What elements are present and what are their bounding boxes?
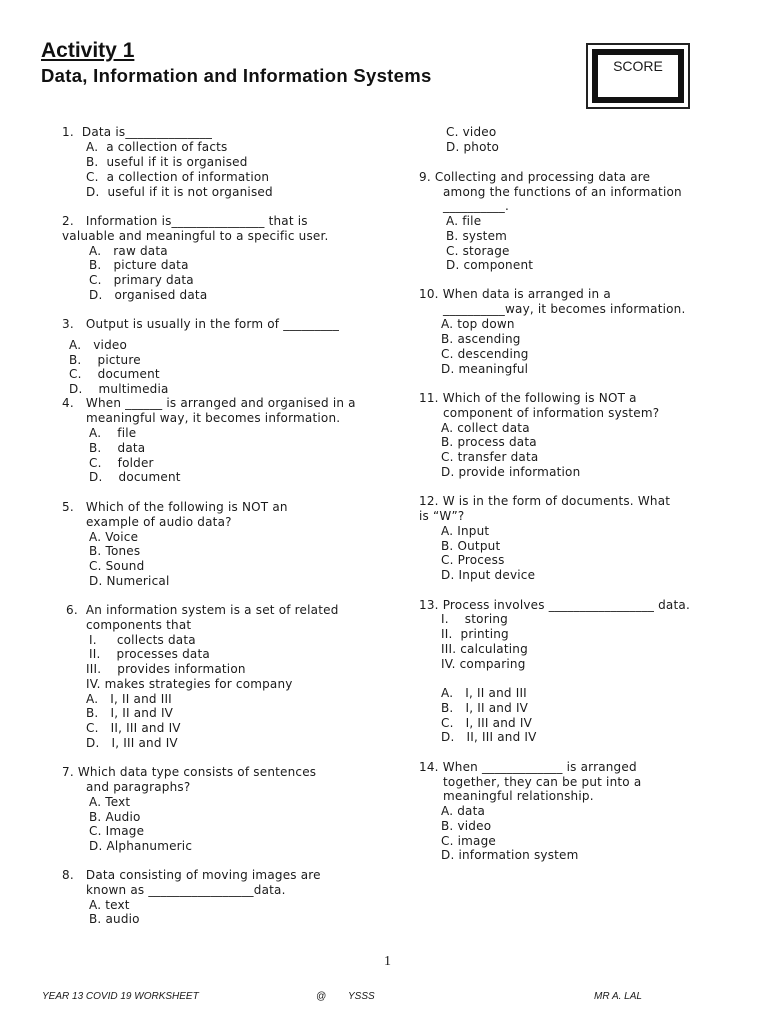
worksheet-line: C. document: [69, 367, 160, 381]
worksheet-line: D. Input device: [441, 568, 536, 582]
footer-teacher: MR A. LAL: [594, 991, 642, 1002]
worksheet-line: I. storing: [441, 612, 509, 626]
score-label: SCORE: [592, 49, 684, 103]
worksheet-line: D. organised data: [89, 288, 208, 302]
worksheet-line: B. Tones: [89, 544, 141, 558]
worksheet-line: 6. An information system is a set of related: [66, 603, 339, 617]
worksheet-line: valuable and meaningful to a specific user.: [62, 229, 329, 243]
worksheet-line: IV. comparing: [441, 657, 526, 671]
worksheet-line: __________.: [443, 199, 510, 213]
worksheet-line: B. system: [446, 229, 508, 243]
worksheet-line: IV. makes strategies for company: [86, 677, 293, 691]
worksheet-line: known as _________________data.: [86, 883, 286, 897]
worksheet-line: II. processes data: [89, 647, 210, 661]
worksheet-line: 7. Which data type consists of sentences: [62, 765, 317, 779]
worksheet-line: 2. Information is_______________ that is: [62, 214, 308, 228]
worksheet-line: D. II, III and IV: [441, 730, 537, 744]
worksheet-line: D. multimedia: [69, 382, 169, 396]
worksheet-line: 10. When data is arranged in a: [419, 287, 611, 301]
worksheet-line: A. Text: [89, 795, 131, 809]
worksheet-line: B. data: [89, 441, 146, 455]
footer-school: YSSS: [348, 991, 375, 1002]
worksheet-line: among the functions of an information: [443, 185, 682, 199]
worksheet-line: C. Image: [89, 824, 145, 838]
worksheet-line: D. I, III and IV: [86, 736, 178, 750]
worksheet-line: C. descending: [441, 347, 529, 361]
worksheet-line: D. component: [446, 258, 534, 272]
activity-title: Activity 1: [41, 39, 135, 62]
worksheet-line: 5. Which of the following is NOT an: [62, 500, 288, 514]
worksheet-line: C. storage: [446, 244, 510, 258]
worksheet-line: 13. Process involves _________________ data.: [419, 598, 690, 612]
worksheet-line: meaningful way, it becomes information.: [86, 411, 341, 425]
worksheet-line: A. text: [89, 898, 130, 912]
worksheet-line: C. Sound: [89, 559, 145, 573]
worksheet-line: D. meaningful: [441, 362, 529, 376]
worksheet-line: C. Process: [441, 553, 505, 567]
worksheet-line: is “W”?: [419, 509, 465, 523]
worksheet-line: 1. Data is______________: [62, 125, 213, 139]
worksheet-line: A. I, II and III: [441, 686, 527, 700]
worksheet-line: I. collects data: [89, 633, 196, 647]
topic-title: Data, Information and Information Systems: [41, 65, 432, 86]
worksheet-line: II. printing: [441, 627, 509, 641]
worksheet-line: B. picture data: [89, 258, 189, 272]
worksheet-line: B. video: [441, 819, 492, 833]
worksheet-line: together, they can be put into a: [443, 775, 642, 789]
worksheet-line: component of information system?: [443, 406, 660, 420]
worksheet-line: C. primary data: [89, 273, 194, 287]
worksheet-line: D. useful if it is not organised: [86, 185, 273, 199]
worksheet-line: A. raw data: [89, 244, 168, 258]
worksheet-line: 4. When ______ is arranged and organised in a: [62, 396, 356, 410]
worksheet-line: D. provide information: [441, 465, 581, 479]
page-title: [41, 38, 432, 88]
worksheet-line: C. image: [441, 834, 496, 848]
worksheet-line: B. useful if it is organised: [86, 155, 248, 169]
worksheet-line: III. provides information: [86, 662, 246, 676]
worksheet-line: 12. W is in the form of documents. What: [419, 494, 671, 508]
worksheet-line: D. document: [89, 470, 181, 484]
worksheet-line: A. I, II and III: [86, 692, 172, 706]
worksheet-line: B. Output: [441, 539, 501, 553]
worksheet-line: A. a collection of facts: [86, 140, 228, 154]
worksheet-line: D. Numerical: [89, 574, 170, 588]
worksheet-line: C. I, III and IV: [441, 716, 532, 730]
worksheet-line: B. audio: [89, 912, 140, 926]
worksheet-line: A. data: [441, 804, 486, 818]
score-box: [586, 43, 690, 109]
worksheet-line: III. calculating: [441, 642, 528, 656]
page-number: 1: [384, 954, 391, 969]
worksheet-line: A. Input: [441, 524, 490, 538]
worksheet-line: C. transfer data: [441, 450, 539, 464]
worksheet-line: 8. Data consisting of moving images are: [62, 868, 321, 882]
worksheet-line: A. file: [89, 426, 137, 440]
footer-course: YEAR 13 COVID 19 WORKSHEET: [42, 991, 199, 1002]
worksheet-line: D. photo: [446, 140, 500, 154]
worksheet-line: A. file: [446, 214, 482, 228]
worksheet-line: B. I, II and IV: [86, 706, 174, 720]
worksheet-line: B. process data: [441, 435, 537, 449]
worksheet-line: A. Voice: [89, 530, 139, 544]
worksheet-line: A. top down: [441, 317, 515, 331]
worksheet-line: 14. When _____________ is arranged: [419, 760, 637, 774]
worksheet-line: B. I, II and IV: [441, 701, 529, 715]
worksheet-line: components that: [86, 618, 192, 632]
worksheet-line: C. II, III and IV: [86, 721, 181, 735]
worksheet-line: D. information system: [441, 848, 579, 862]
worksheet-line: A. collect data: [441, 421, 530, 435]
worksheet-line: A. video: [69, 338, 128, 352]
worksheet-line: D. Alphanumeric: [89, 839, 193, 853]
worksheet-line: 3. Output is usually in the form of _________: [62, 317, 340, 331]
worksheet-line: 11. Which of the following is NOT a: [419, 391, 637, 405]
worksheet-line: C. folder: [89, 456, 154, 470]
worksheet-line: B. ascending: [441, 332, 521, 346]
worksheet-line: C. video: [446, 125, 497, 139]
worksheet-line: B. picture: [69, 353, 141, 367]
worksheet-line: B. Audio: [89, 810, 141, 824]
worksheet-line: __________way, it becomes information.: [443, 302, 686, 316]
worksheet-line: 9. Collecting and processing data are: [419, 170, 651, 184]
worksheet-line: example of audio data?: [86, 515, 232, 529]
worksheet-line: and paragraphs?: [86, 780, 191, 794]
worksheet-line: C. a collection of information: [86, 170, 270, 184]
footer-at-symbol: @: [316, 991, 327, 1002]
worksheet-line: meaningful relationship.: [443, 789, 594, 803]
